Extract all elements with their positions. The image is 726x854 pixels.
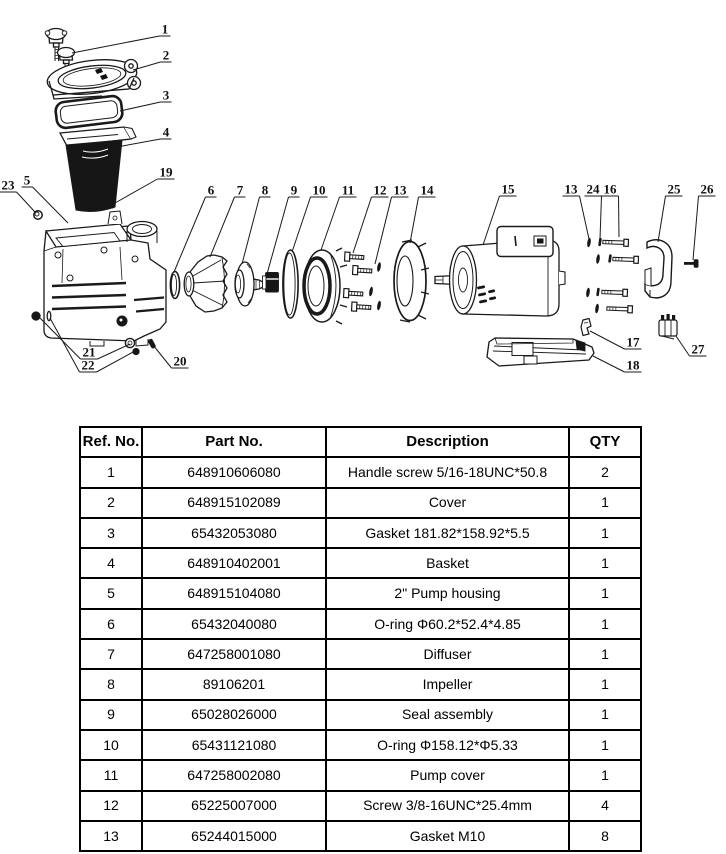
part-9-seal-assembly (263, 273, 279, 293)
callout-26 (693, 182, 716, 261)
svg-text:25: 25 (667, 181, 681, 197)
table-row (80, 518, 641, 548)
part-5-pump-housing (44, 211, 166, 346)
table-cell: 1 (569, 639, 641, 669)
header-part-no: Part No. (142, 427, 326, 457)
svg-text:3: 3 (162, 87, 170, 103)
table-cell: 648915102089 (142, 488, 326, 518)
table-cell: 2 (80, 488, 142, 518)
parts-table-body (80, 457, 641, 851)
table-cell: Impeller (326, 669, 569, 699)
callout-25 (658, 182, 683, 243)
svg-text:27: 27 (691, 341, 705, 357)
svg-text:17: 17 (626, 334, 640, 350)
part-2-cover (45, 55, 140, 99)
svg-text:22: 22 (81, 357, 95, 373)
callout-13 (563, 182, 590, 240)
parts-table (79, 426, 642, 852)
part-8-impeller (235, 262, 263, 306)
table-cell: 13 (80, 821, 142, 851)
table-cell: 648910402001 (142, 548, 326, 578)
svg-text:19: 19 (159, 164, 173, 180)
table-cell: 1 (569, 700, 641, 730)
table-cell: 65028026000 (142, 700, 326, 730)
svg-text:15: 15 (501, 181, 515, 197)
callout-3 (120, 88, 172, 112)
table-cell: 65225007000 (142, 791, 326, 821)
svg-text:26: 26 (700, 181, 714, 197)
table-cell: 10 (80, 730, 142, 760)
table-row (80, 488, 641, 518)
table-cell: 1 (569, 488, 641, 518)
callout-27 (676, 336, 707, 357)
table-cell: Seal assembly (326, 700, 569, 730)
table-cell: O-ring Φ60.2*52.4*4.85 (326, 609, 569, 639)
table-cell: Handle screw 5/16-18UNC*50.8 (326, 457, 569, 487)
svg-text:9: 9 (290, 182, 298, 198)
part-10-oring (283, 250, 298, 318)
part-23-oring (34, 211, 42, 219)
svg-text:10: 10 (312, 182, 326, 198)
table-header-row (80, 427, 641, 457)
callout-8 (242, 183, 271, 265)
svg-text:4: 4 (162, 124, 170, 140)
table-cell: Cover (326, 488, 569, 518)
header-qty: QTY (569, 427, 641, 457)
callout-20 (153, 345, 189, 369)
table-row (80, 730, 641, 760)
table-cell: 648915104080 (142, 578, 326, 608)
exploded-diagram (0, 0, 726, 412)
table-cell: 1 (569, 730, 641, 760)
table-cell: 12 (80, 791, 142, 821)
part-27-terminal (659, 314, 677, 339)
table-cell: 1 (569, 548, 641, 578)
table-cell: 65432053080 (142, 518, 326, 548)
callout-17 (590, 331, 642, 350)
svg-text:13: 13 (393, 182, 407, 198)
table-cell: 4 (569, 791, 641, 821)
table-row (80, 669, 641, 699)
svg-text:20: 20 (173, 353, 187, 369)
table-cell: 11 (80, 760, 142, 790)
callout-14 (410, 183, 436, 244)
table-row (80, 700, 641, 730)
table-row (80, 548, 641, 578)
table-cell: 648910606080 (142, 457, 326, 487)
svg-text:11: 11 (341, 182, 355, 198)
part-15-motor (435, 227, 565, 317)
svg-text:18: 18 (626, 357, 640, 373)
table-cell: 1 (569, 609, 641, 639)
part-11-pump-cover (304, 248, 347, 324)
table-cell: 2 (569, 457, 641, 487)
table-row (80, 639, 641, 669)
table-cell: 1 (569, 578, 641, 608)
part-16-screw-set (586, 238, 639, 314)
table-cell: 647258001080 (142, 639, 326, 669)
table-cell: 1 (569, 669, 641, 699)
table-row (80, 609, 641, 639)
part-18-base (487, 338, 594, 366)
table-cell: 3 (80, 518, 142, 548)
header-description: Description (326, 427, 569, 457)
callout-1 (72, 22, 171, 54)
svg-text:12: 12 (373, 182, 387, 198)
part-7-diffuser (184, 255, 227, 312)
table-cell: 89106201 (142, 669, 326, 699)
table-cell: Pump cover (326, 760, 569, 790)
callout-7 (207, 182, 246, 258)
callout-2 (133, 48, 172, 71)
callout-5 (22, 173, 69, 224)
callout-12 (353, 183, 389, 254)
part-3-gasket (55, 95, 124, 129)
table-row (80, 821, 641, 851)
callout-19 (115, 165, 175, 204)
svg-text:2: 2 (162, 47, 170, 63)
table-cell: Gasket 181.82*158.92*5.5 (326, 518, 569, 548)
table-row (80, 760, 641, 790)
part-25-motor-cover (645, 240, 672, 298)
table-cell: 65432040080 (142, 609, 326, 639)
table-cell: 7 (80, 639, 142, 669)
callout-16 (602, 182, 620, 238)
part-12-screws (344, 252, 372, 312)
table-cell: Gasket M10 (326, 821, 569, 851)
header-ref-no: Ref. No. (80, 427, 142, 457)
callout-11 (321, 183, 357, 251)
svg-text:6: 6 (207, 182, 215, 198)
part-4-basket (60, 127, 136, 211)
table-cell: O-ring Φ158.12*Φ5.33 (326, 730, 569, 760)
table-cell: 8 (80, 669, 142, 699)
svg-text:21: 21 (82, 344, 96, 360)
callout-10 (292, 183, 328, 253)
table-cell: 4 (80, 548, 142, 578)
part-6-oring (170, 272, 179, 299)
table-cell: 65431121080 (142, 730, 326, 760)
callout-18 (593, 356, 642, 373)
svg-text:14: 14 (420, 182, 434, 198)
svg-text:23: 23 (1, 177, 15, 193)
table-cell: 1 (569, 760, 641, 790)
callout-9 (267, 183, 300, 275)
part-26-screw (684, 260, 698, 268)
svg-text:13: 13 (564, 181, 578, 197)
part-17-clip (581, 319, 591, 336)
table-cell: 9 (80, 700, 142, 730)
part-14-seal-plate (394, 240, 429, 322)
svg-text:8: 8 (261, 182, 269, 198)
svg-text:7: 7 (236, 182, 244, 198)
table-cell: 65244015000 (142, 821, 326, 851)
table-cell: 1 (80, 457, 142, 487)
table-row (80, 578, 641, 608)
table-cell: Diffuser (326, 639, 569, 669)
table-cell: 1 (569, 518, 641, 548)
svg-text:1: 1 (161, 21, 169, 37)
table-cell: 6 (80, 609, 142, 639)
table-cell: Screw 3/8-16UNC*25.4mm (326, 791, 569, 821)
table-cell: 5 (80, 578, 142, 608)
table-cell: Basket (326, 548, 569, 578)
table-row (80, 791, 641, 821)
svg-text:5: 5 (23, 172, 31, 188)
table-cell: 8 (569, 821, 641, 851)
svg-text:16: 16 (603, 181, 617, 197)
table-cell: 2" Pump housing (326, 578, 569, 608)
table-row (80, 457, 641, 487)
svg-text:24: 24 (586, 181, 600, 197)
table-cell: 647258002080 (142, 760, 326, 790)
